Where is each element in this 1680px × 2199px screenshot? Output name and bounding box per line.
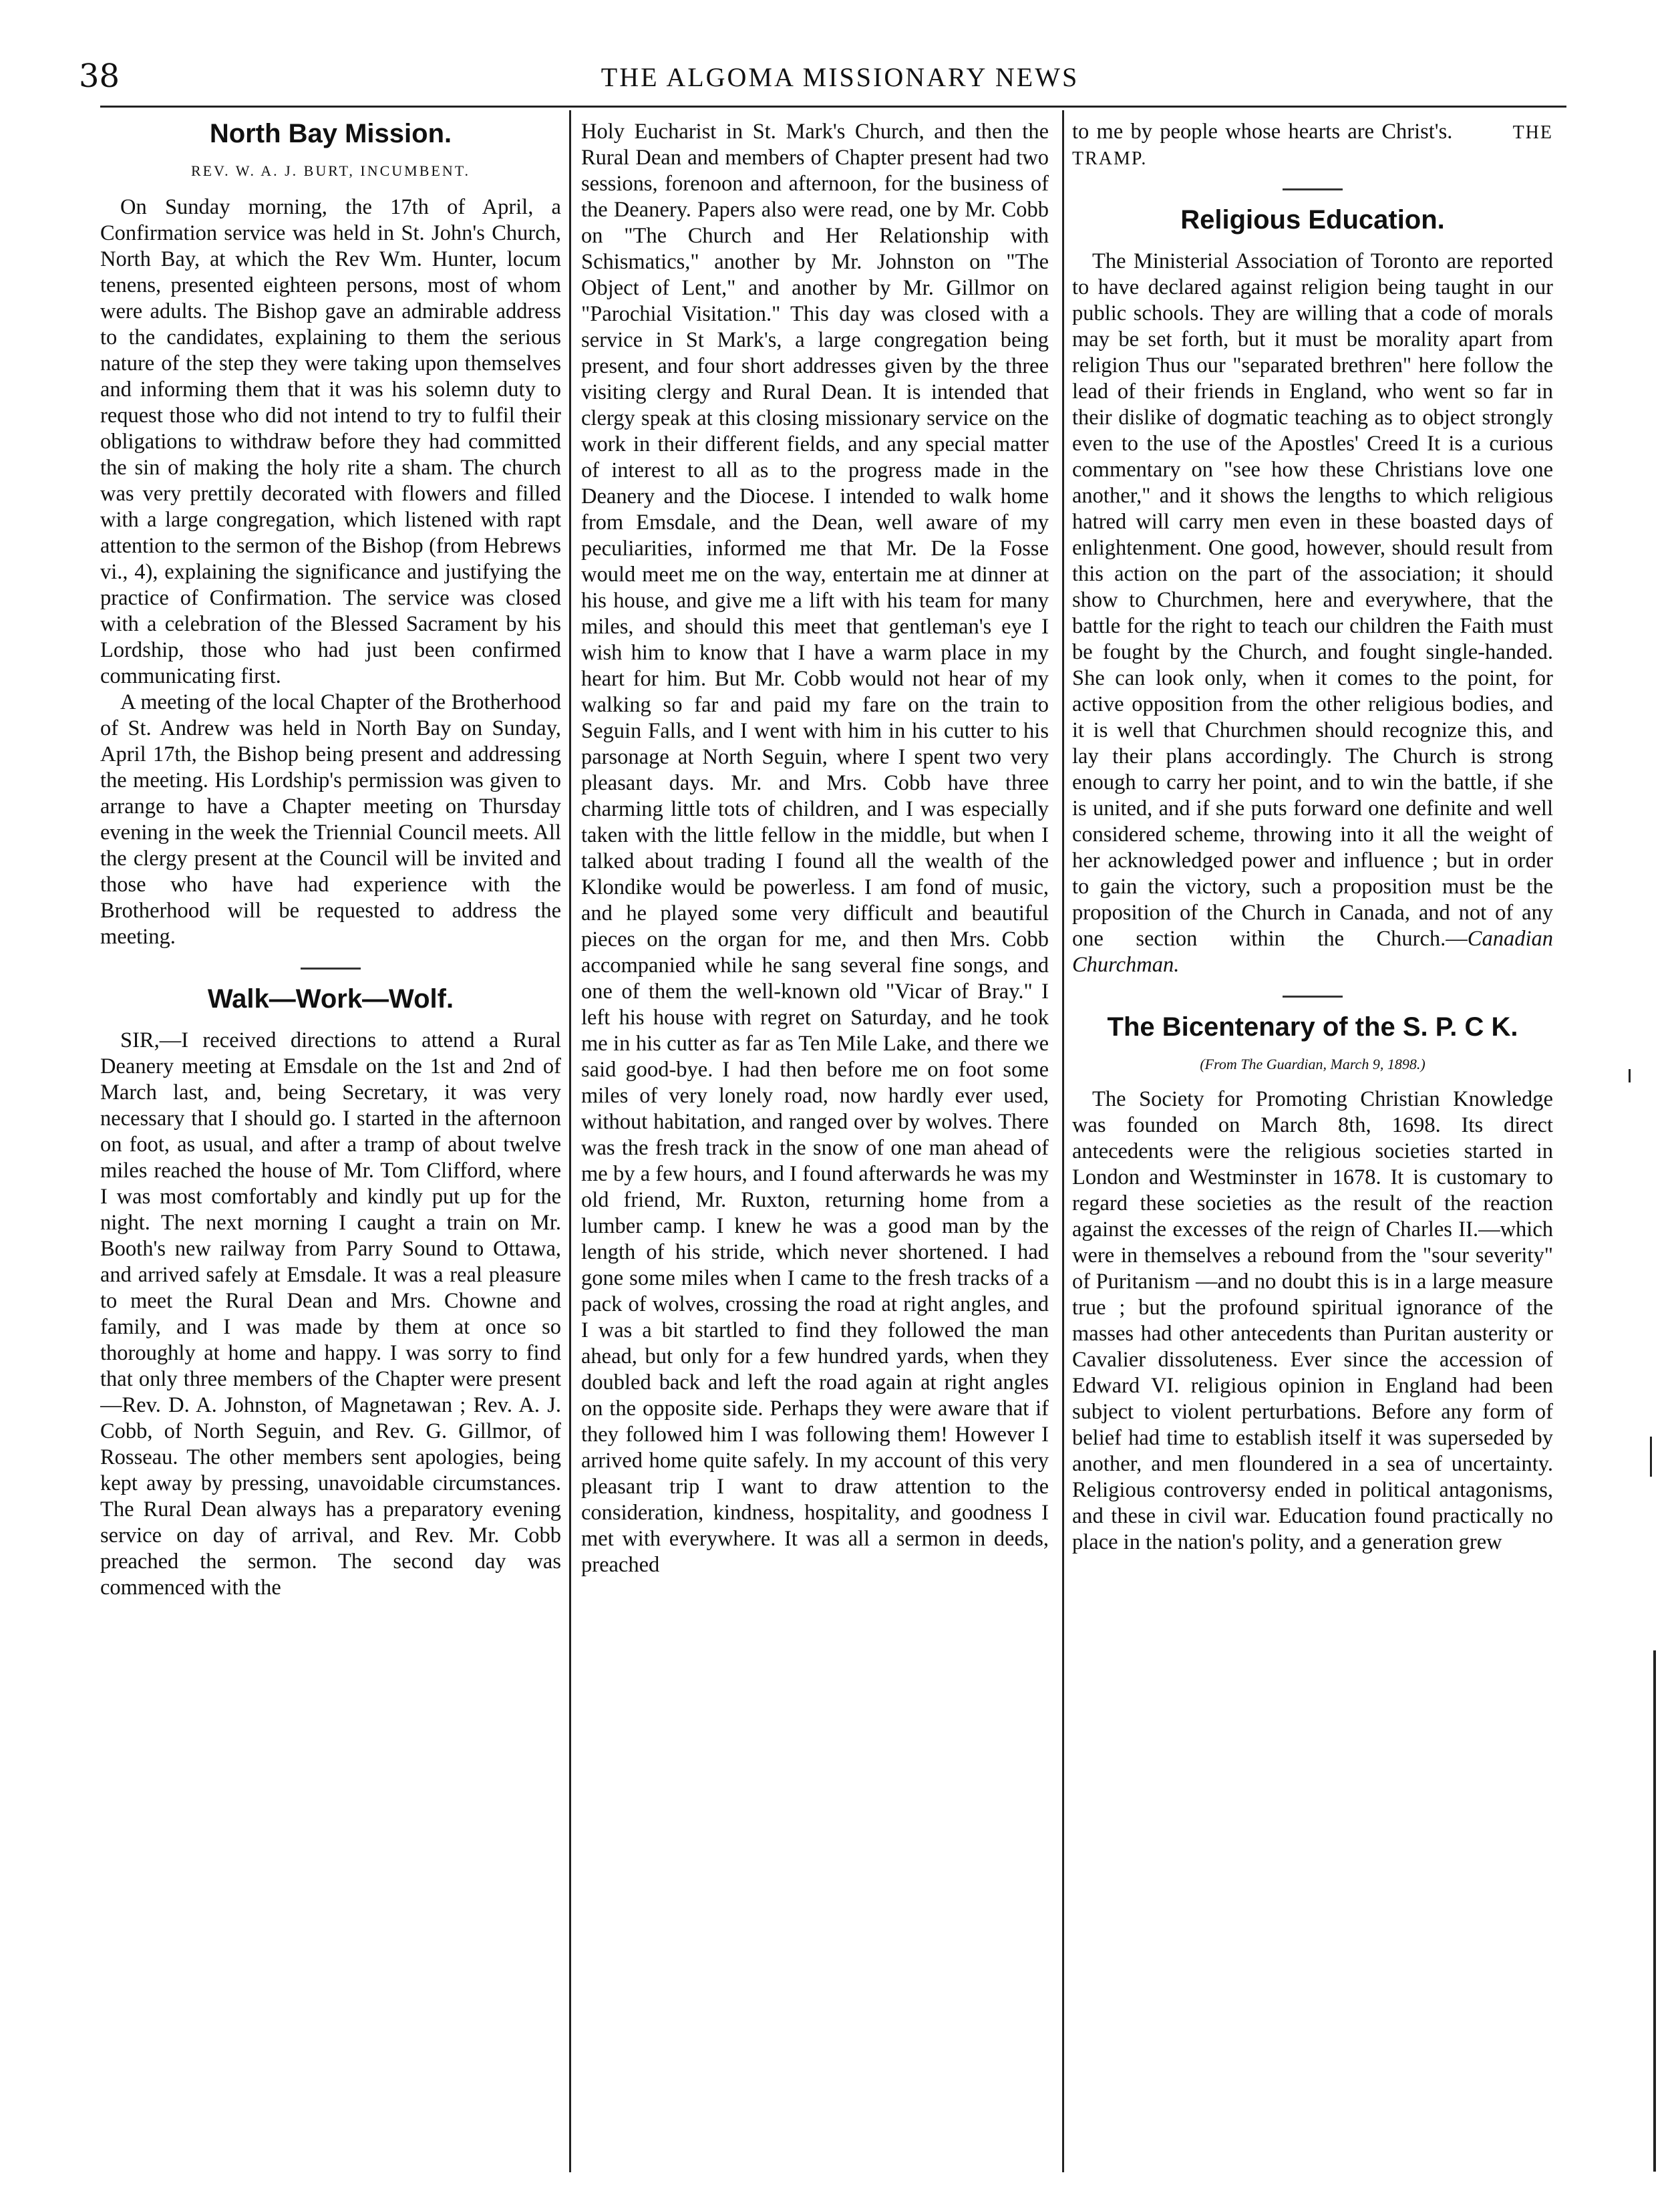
- paragraph: A meeting of the local Chapter of the Brotherhood of St. Andrew was held in North Bay on Sunday, April 17th, the Bishop being present and addressing the meeting. His Lordship's permission was given to arrange to have a Chapter meeting on Thursday evening in the week the Triennial Council meets. All the clergy present at the Council will be invited and those who have had experience with the Brotherhood will be requested to address the meeting.: [100, 690, 561, 949]
- article-title-north-bay: North Bay Mission.: [209, 119, 452, 148]
- article-byline: REV. W. A. J. BURT, INCUMBENT.: [190, 162, 471, 179]
- page-number: 38: [79, 57, 120, 95]
- section-divider: [301, 968, 361, 970]
- header-rule: [100, 106, 1566, 108]
- section-divider: [1283, 188, 1343, 190]
- article-title-walk-work-wolf: Walk—Work—Wolf.: [207, 984, 454, 1014]
- author-signoff: THE TRAMP.: [1072, 122, 1553, 169]
- margin-mark: [1629, 1069, 1631, 1082]
- column-2: [581, 119, 1049, 2172]
- article-title-religious-education: Religious Education.: [1180, 205, 1445, 235]
- column-divider: [569, 110, 571, 2172]
- paragraph-text: The Ministerial Association of Toronto are reported to have declared against religion being taught in our public schools. They are willing that a code of morals may be set forth, but it must be morality apart from religion Thus our "separated brethren" here follow the lead of their friends in England, who went so far in their dislike of dogmatic teaching as to object strongly even to the use of the Apostles' Creed It is a curious commentary on "see how these Christians love one another," and it shows the lengths to which religious hatred will carry men even in these boasted days of enlightenment. One good, however, should result from this action on the part of the association; it should show to Churchmen, here and everywhere, that the battle for the right to teach our children the Faith must be fought by the Church, and fought single-handed. She can look only, when it comes to the point, for active opposition from the other religious bodies, and it is well that Churchmen should recognize this, and lay their plans accordingly. The Church is strong enough to carry her point, and to win the battle, if she is united, and if she puts forward one definite and well considered scheme, throwing into it all the weight of her acknowledged power and influence ; but in order to gain the victory, such a proposition must be the proposition of the Church in Canada, and not of any one section within the Church.—: [1072, 249, 1553, 951]
- running-head: THE ALGOMA MISSIONARY NEWS: [601, 62, 1079, 92]
- margin-mark: [1653, 1650, 1656, 2172]
- paragraph: SIR,—I received directions to attend a Rural Deanery meeting at Emsdale on the 1st and 2nd of March last, and, being Secretary, it was very necessary that I should go. I started in the afternoon on foot, as usual, and after a tramp of about twelve miles reached the house of Mr. Tom Clifford, where I was most comfortably and kindly put up for the night. The next morning I caught a train on Mr. Booth's new railway from Parry Sound to Ottawa, and arrived safely at Emsdale. It was a real pleasure to meet the Rural Dean and Mrs. Chowne and family, and I was made by them at once so thoroughly at home and happy. I was sorry to find that only three members of the Chapter were present—Rev. D. A. Johnston, of Magnetawan ; Rev. A. J. Cobb, of North Seguin, and Rev. G. Gillmor, of Rosseau. The other members sent apologies, being kept away by pressing, unavoidable circumstances. The Rural Dean always has a preparatory evening service on day of arrival, and Rev. Mr. Cobb preached the sermon. The second day was commenced with the: [100, 1028, 561, 1600]
- article-source-line: (From The Guardian, March 9, 1898.): [1200, 1056, 1425, 1072]
- paragraph: On Sunday morning, the 17th of April, a Confirmation service was held in St. John's Church, North Bay, at which the Rev Wm. Hunter, locum tenens, presented eighteen persons, most of whom were adults. The Bishop gave an admirable address to the candidates, explaining to them the serious nature of the step they were taking upon themselves and informing them that it was his solemn duty to request those who did not intend to try to fulfil their obligations to withdraw before they had committed the sin of making the holy rite a sham. The church was very prettily decorated with flowers and filled with a large congregation, which listened with rapt attention to the sermon of the Bishop (from Hebrews vi., 4), explaining the significance and justifying the practice of Confirmation. The service was closed with a celebration of the Blessed Sacrament by his Lordship, those who had just been confirmed communicating first.: [100, 195, 561, 688]
- article-title-spck: The Bicentenary of the S. P. C K.: [1107, 1012, 1518, 1042]
- column-divider: [1062, 110, 1064, 2172]
- column-3: [1072, 119, 1553, 2172]
- column-1: [100, 119, 561, 2172]
- paragraph: Holy Eucharist in St. Mark's Church, and then the Rural Dean and members of Chapter present had two sessions, forenoon and afternoon, for the business of the Deanery. Papers also were read, one by Mr. Cobb on "The Church and Her Relationship with Schismatics," another by Mr. Johnston on "The Object of Lent," and another by Mr. Gillmor on "Parochial Visitation." This day was closed with a service in St Mark's, a large congregation being present, and four short addresses given by the three visiting clergy and Rural Dean. It is intended that clergy speak at this closing missionary service on the work in their different fields, and any special matter of interest to all as to the progress made in the Deanery and the Diocese. I intended to walk home from Emsdale, and the Dean, well aware of my peculiarities, informed me that Mr. De la Fosse would meet me on the way, entertain me at dinner at his house, and give me a lift with his team for many miles, and should this meet that gentleman's eye I wish him to know that I have a warm place in my heart for him. But Mr. Cobb would not hear of my walking so far and paid my fare on the train to Seguin Falls, and I went with him in his cutter to his parsonage at North Seguin, where I spent two very pleasant days. Mr. and Mrs. Cobb have three charming little tots of children, and I was especially taken with the little fellow in the middle, but when I talked about trading I found all the wealth of the Klondike would be powerless. I am fond of music, and he played some very difficult and beautiful pieces on the organ for me, and then Mrs. Cobb accompanied while he sang several fine songs, and one of them the well-known old "Vicar of Bray." I left his house with regret on Saturday, and he took me in his cutter as far as Ten Mile Lake, and there we said good-bye. I had then before me on foot some miles of very lonely road, now hardly ever used, without habitation, and ranged over by wolves. There was the fresh track in the snow of one man ahead of me by a few hours, and I found afterwards he was my old friend, Mr. Ruxton, returning home from a lumber camp. I knew he was a good man by the length of his stride, which never shortened. I had gone some miles when I came to the fresh tracks of a pack of wolves, crossing the road at right angles, and I was a bit startled to find they followed the man ahead, but only for a few hundred yards, when they doubled back and left the road again at right angles on the opposite side. Perhaps they were aware that if they followed him I was following them! However I arrived home quite safely. In my account of this very pleasant trip I want to draw attention to the consideration, kindness, hospitality, and goodness I met with everywhere. It was all a sermon in deeds, preached: [581, 120, 1049, 1577]
- paragraph: The Society for Promoting Christian Knowledge was founded on March 8th, 1698. Its direct antecedents were the religious societies started in London and Westminster in 1678. It is customary to regard these societies as the result of the reaction against the excesses of the reign of Charles II.—which were in themselves a rebound from the "sour severity" of Puritanism —and no doubt this is in a large measure true ; but the profound spiritual ignorance of the masses had other antecedents than Puritan austerity or Cavalier dissoluteness. Ever since the accession of Edward VI. religious opinion in England had been subject to violent perturbations. Before any form of belief had time to establish itself it was superseded by another, and men floundered in a sea of uncertainty. Religious controversy ended in political antagonisms, and these in civil war. Education found practically no place in the nation's polity, and a generation grew: [1072, 1087, 1553, 1554]
- section-divider: [1283, 996, 1343, 998]
- paragraph-text: to me by people whose hearts are Christ's.: [1072, 120, 1453, 144]
- source-citation: Canadian Churchman.: [1072, 927, 1553, 977]
- margin-mark: [1650, 1437, 1652, 1477]
- paragraph: [1072, 249, 1553, 978]
- paragraph: [1072, 119, 1553, 171]
